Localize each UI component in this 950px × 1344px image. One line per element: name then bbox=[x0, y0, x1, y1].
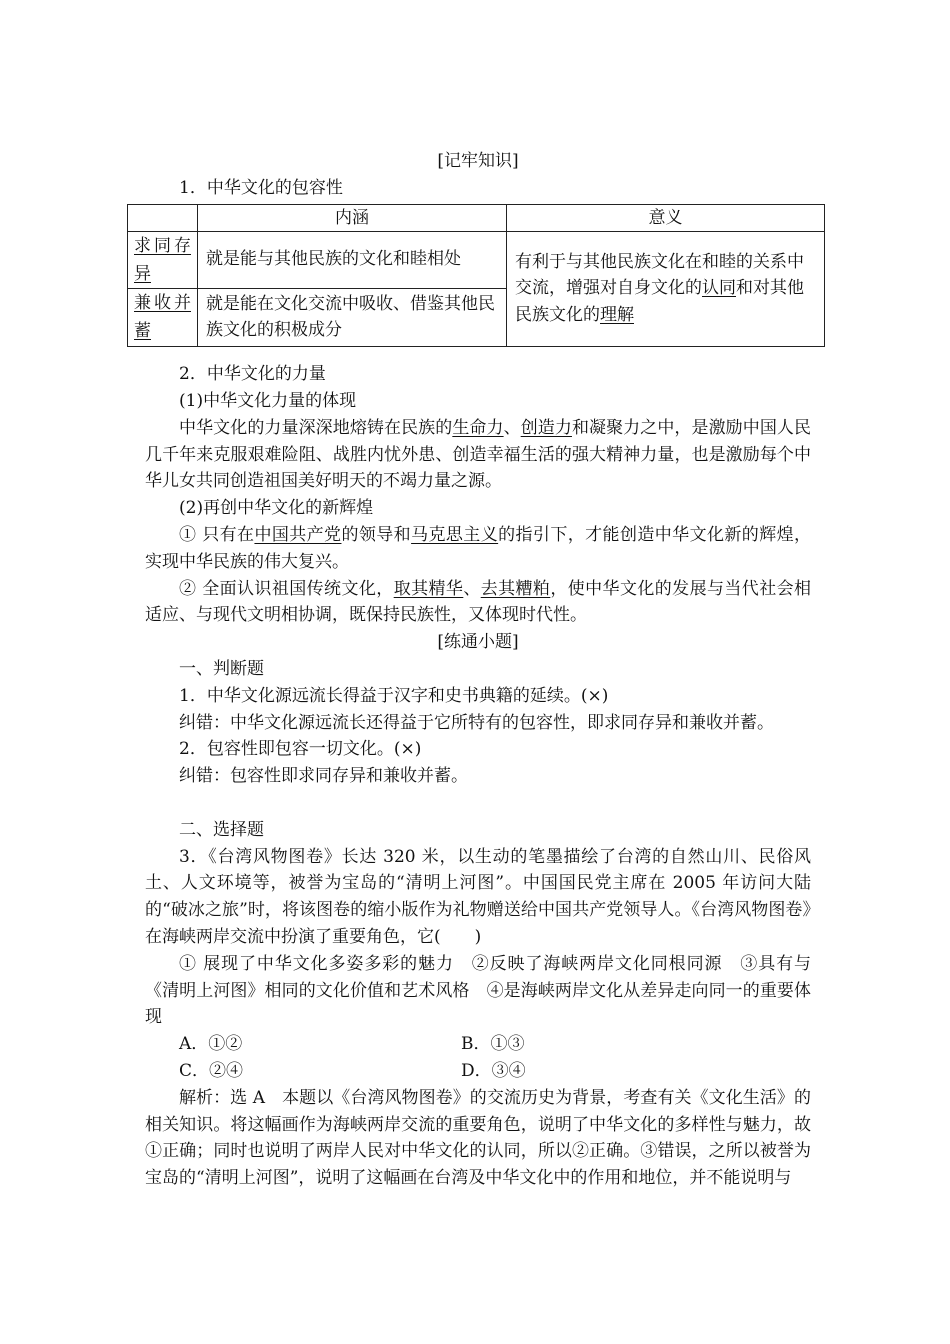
p2-text-a: ① 只有在 bbox=[179, 524, 255, 545]
spacer bbox=[145, 790, 811, 817]
p1-underline-shengmingli: 生命力 bbox=[452, 417, 504, 438]
meaning-text-1: 有利于与其他民族文化在和睦的关系中交流，增强对自身文化的 bbox=[515, 251, 804, 299]
question-2: 2．包容性即包容一切文化。(×) bbox=[179, 739, 422, 760]
p3-underline-jinghua: 取其精华 bbox=[393, 578, 464, 599]
table-header-meaning: 意义 bbox=[507, 204, 825, 231]
p1-text-c: 和凝聚力之中，是激励中国人民几千年来克服艰难险阻、战胜内忧外患、创造幸福生活的强大精神力量，也是激励每个中华儿女共同创造祖国美好明天的不竭力量之源。 bbox=[145, 417, 812, 492]
p3-text-a: ② 全面认识祖国传统文化， bbox=[179, 578, 394, 599]
p2-text-c: 的指引下，才能创造中华文化新的辉煌，实现中华民族的伟大复兴。 bbox=[145, 524, 812, 572]
row-label-jianshou-text: 兼收并蓄 bbox=[134, 292, 191, 341]
table-row bbox=[128, 231, 825, 288]
document-page bbox=[134, 148, 812, 1192]
heading-power: 2．中华文化的力量 bbox=[179, 364, 326, 385]
question-3-stem: 3．《台湾风物图卷》长达 320 米，以生动的笔墨描绘了台湾的自然山川、民俗风土、人文环境等，被誉为宝岛的“清明上河图”。中国国民党主席在 2005 年访问大陆的“破冰之旅”时，将该图卷的缩小版作为礼物赠送给中国共产党领导人。《台湾风物图卷》在海峡两岸交流中扮演了重要角色，它( ) bbox=[145, 846, 811, 947]
table-meaning-cell bbox=[507, 231, 825, 347]
p1-underline-chuangzaoli: 创造力 bbox=[520, 417, 572, 438]
options-row-2 bbox=[145, 1058, 811, 1085]
section-heading-liantong: [练通小题] bbox=[437, 632, 519, 653]
part-title-judgment: 一、判断题 bbox=[179, 658, 264, 679]
table-header-connotation: 内涵 bbox=[198, 204, 507, 231]
part-title-choice: 二、选择题 bbox=[179, 819, 264, 840]
section-heading-jizao: [记牢知识] bbox=[437, 151, 519, 171]
meaning-underline-lijie: 理解 bbox=[600, 305, 634, 326]
table-header-empty bbox=[128, 204, 198, 231]
row-label-jianshou bbox=[128, 288, 198, 347]
p1-text-b: 、 bbox=[503, 417, 521, 438]
row-content-jianshou: 就是能在文化交流中吸收、借鉴其他民族文化的积极成分 bbox=[198, 288, 507, 347]
question-2-correction: 纠错：包容性即求同存异和兼收并蓄。 bbox=[179, 766, 468, 787]
row-label-qiutong bbox=[128, 231, 198, 288]
subheading-new-glory: (2)再创中华文化的新辉煌 bbox=[179, 498, 374, 519]
row-content-qiutong: 就是能与其他民族的文化和睦相处 bbox=[198, 231, 507, 288]
paragraph-power bbox=[145, 415, 811, 495]
meaning-text-2: 和对其他民族文化的 bbox=[515, 278, 804, 326]
options-row-1 bbox=[145, 1031, 811, 1058]
question-1-correction: 纠错：中华文化源远流长还得益于它所特有的包容性，即求同存异和兼收并蓄。 bbox=[179, 712, 774, 733]
option-d[interactable]: D．③④ bbox=[461, 1060, 526, 1081]
question-1: 1．中华文化源远流长得益于汉字和史书典籍的延续。(×) bbox=[179, 685, 609, 706]
option-b[interactable]: B．①③ bbox=[461, 1034, 525, 1055]
option-a[interactable]: A．①② bbox=[179, 1034, 243, 1055]
paragraph-new-glory-2 bbox=[145, 576, 811, 630]
option-c[interactable]: C．②④ bbox=[179, 1060, 244, 1081]
question-3-items: ① 展现了中华文化多姿多彩的魅力 ②反映了海峡两岸文化同根同源 ③具有与《清明上河图》相同的文化价值和艺术风格 ④是海峡两岸文化从差异走向同一的重要体现 bbox=[145, 953, 811, 1028]
inclusiveness-table bbox=[127, 204, 825, 348]
p2-underline-party: 中国共产党 bbox=[254, 524, 342, 545]
p3-underline-zaopo: 去其糟粕 bbox=[480, 578, 551, 599]
paragraph-new-glory-1 bbox=[145, 522, 811, 576]
meaning-underline-rentong: 认同 bbox=[702, 278, 736, 299]
heading-inclusiveness: 1．中华文化的包容性 bbox=[179, 177, 343, 198]
p3-text-c: ，使中华文化的发展与当代社会相适应、与现代文明相协调，既保持民族性，又体现时代性。 bbox=[145, 578, 812, 626]
p1-text-a: 中华文化的力量深深地熔铸在民族的 bbox=[179, 417, 453, 438]
row-label-qiutong-text: 求同存异 bbox=[134, 235, 191, 284]
subheading-power-embodiment: (1)中华文化力量的体现 bbox=[179, 390, 357, 411]
p3-text-b: 、 bbox=[463, 578, 481, 599]
analysis-paragraph: 解析：选 A 本题以《台湾风物图卷》的交流历史为背景，考查有关《文化生活》的相关知识。将这幅画作为海峡两岸交流的重要角色，说明了中华文化的多样性与魅力，故①正确；同时也说明了两岸人民对中华文化的认同，所以②正确。③错误，之所以被誉为宝岛的“清明上河图”，说明了这幅画在台湾及中华文化中的作用和地位，并不能说明与 bbox=[145, 1087, 811, 1189]
p2-text-b: 的领导和 bbox=[341, 524, 412, 545]
p2-underline-marxism: 马克思主义 bbox=[411, 524, 499, 545]
table-header-row bbox=[128, 204, 825, 231]
